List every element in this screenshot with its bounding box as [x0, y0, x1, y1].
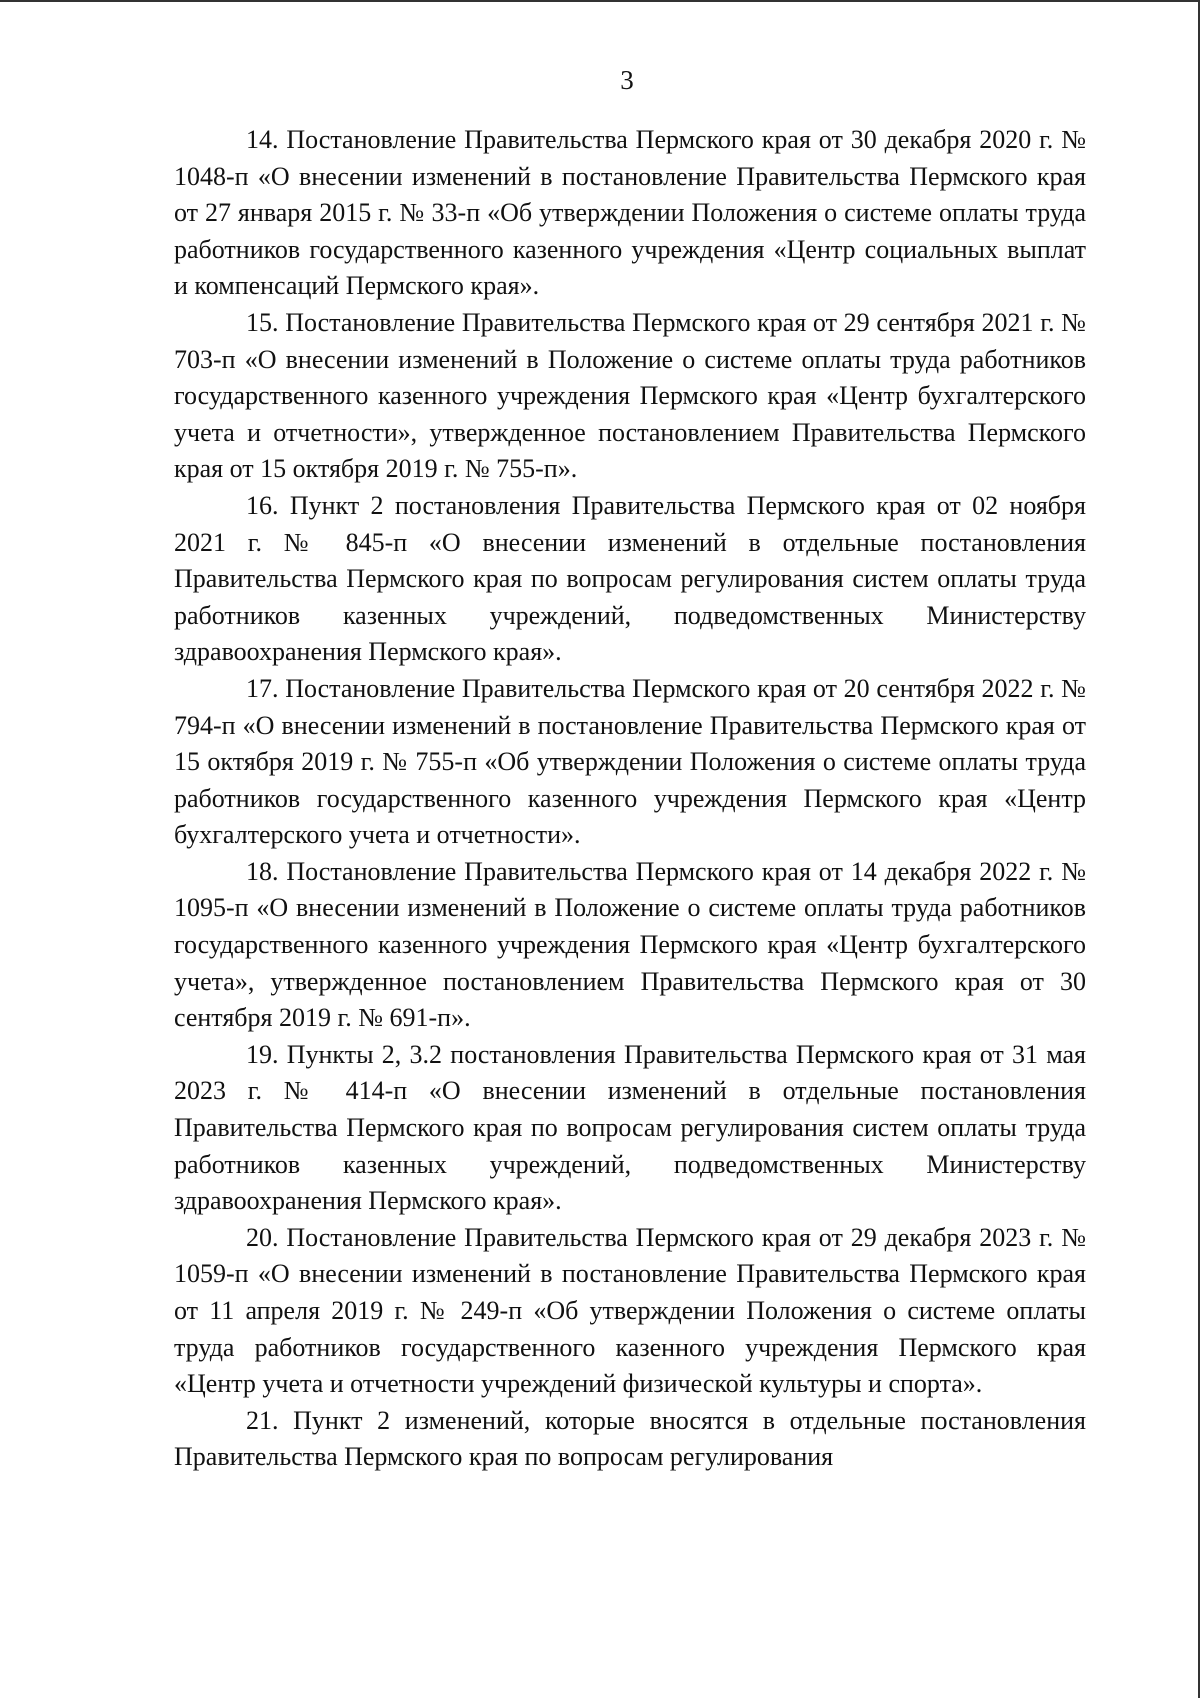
list-item-20: 20. Постановление Правительства Пермского края от 29 декабря 2023 г. № 1059-п «О внесении изменений в постановление Правительства Пермского края от 11 апреля 2019 г. № 249-п «Об утверждении Положения о системе оплаты труда работников государственного казенного учреждения Пермского края «Центр учета и отчетности учреждений физической культуры и спорта». — [174, 1222, 1086, 1399]
page-number: 3 — [620, 65, 634, 95]
list-item-18: 18. Постановление Правительства Пермского края от 14 декабря 2022 г. № 1095-п «О внесении изменений в Положение о системе оплаты труда работников государственного казенного учреждения Пермского края «Центр бухгалтерского учета», утвержденное постановлением Правительства Пермского края от 30 сентября 2019 г. № 691-п». — [174, 856, 1086, 1033]
document-body — [174, 122, 1086, 1476]
list-item-15: 15. Постановление Правительства Пермского края от 29 сентября 2021 г. № 703-п «О внесении изменений в Положение о системе оплаты труда работников государственного казенного учреждения Пермского края «Центр бухгалтерского учета и отчетности», утвержденное постановлением Правительства Пермского края от 15 октября 2019 г. № 755-п». — [174, 307, 1086, 484]
list-item-17: 17. Постановление Правительства Пермского края от 20 сентября 2022 г. № 794-п «О внесении изменений в постановление Правительства Пермского края от 15 октября 2019 г. № 755-п «Об утверждении Положения о системе оплаты труда работников государственного казенного учреждения Пермского края «Центр бухгалтерского учета и отчетности». — [174, 673, 1086, 850]
scan-edge-top — [0, 0, 1200, 2]
list-item-14: 14. Постановление Правительства Пермского края от 30 декабря 2020 г. № 1048-п «О внесении изменений в постановление Правительства Пермского края от 27 января 2015 г. № 33-п «Об утверждении Положения о системе оплаты труда работников государственного казенного учреждения «Центр социальных выплат и компенсаций Пермского края». — [174, 125, 1086, 301]
list-item-16: 16. Пункт 2 постановления Правительства Пермского края от 02 ноября 2021 г. № 845-п «О внесении изменений в отдельные постановления Правительства Пермского края по вопросам регулирования систем оплаты труда работников казенных учреждений, подведомственных Министерству здравоохранения Пермского края». — [174, 490, 1086, 667]
list-item-21: 21. Пункт 2 изменений, которые вносятся в отдельные постановления Правительства Пермского края по вопросам регулирования — [174, 1405, 1086, 1472]
list-item-19: 19. Пункты 2, 3.2 постановления Правительства Пермского края от 31 мая 2023 г. № 414-п «О внесении изменений в отдельные постановления Правительства Пермского края по вопросам регулирования систем оплаты труда работников казенных учреждений, подведомственных Министерству здравоохранения Пермского края». — [174, 1039, 1086, 1216]
